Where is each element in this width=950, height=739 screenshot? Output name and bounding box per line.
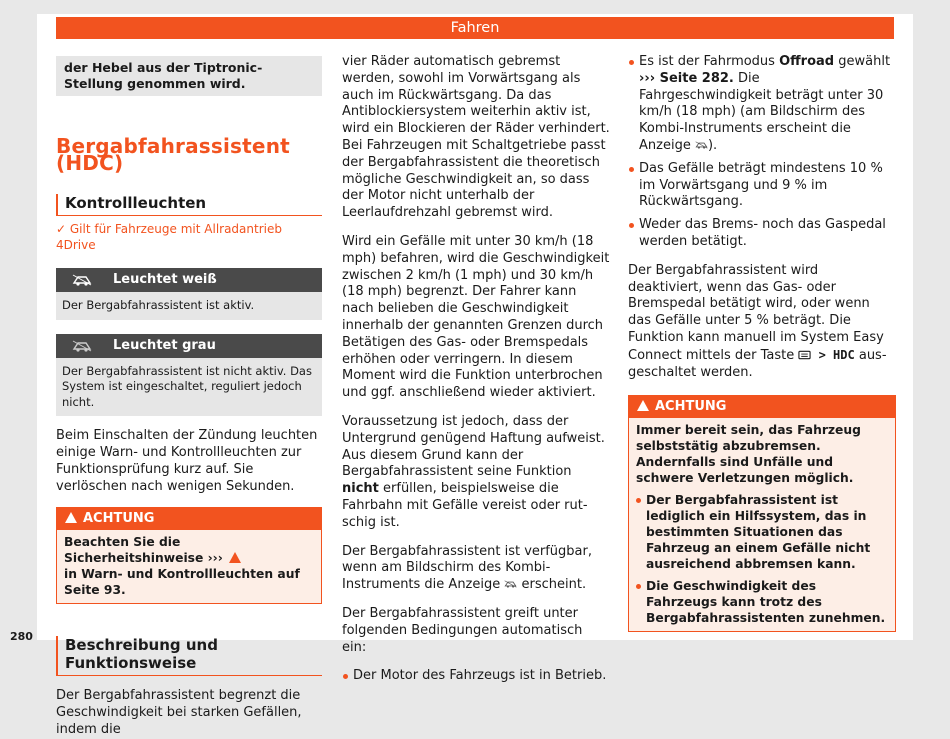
warning-paragraph: Immer bereit sein, das Fahrzeug selbststätig abzubremsen. Andernfalls sind Unfälle und schwere Verletzungen möglich. (636, 423, 861, 486)
applicability-note: ✓ Gilt für Fahrzeuge mit Allradantrieb 4Drive (56, 221, 282, 253)
warning-box (56, 507, 322, 604)
lamp-white-label: Leuchtet weiß (113, 272, 217, 288)
paragraph: Beim Einschalten der Zündung leuchten einige Warn- und Kontrollleuchten zur Funktionsprüfung kurz auf. Sie verlöschen nach wenigen Sekunden. (56, 428, 318, 494)
warning-title: ACHTUNG (655, 399, 727, 415)
text-span: Der Bergabfahrassistent ist verfügbar, wenn am Bildschirm des Kombi-Instruments die Anzeige (342, 543, 592, 593)
warning-list-item: Die Geschwindigkeit des Fahrzeugs kann trotz des Bergabfahrassistenten zunehmen. (636, 578, 888, 626)
bold-text: Offroad (779, 54, 835, 69)
lamp-gray-label: Leuchtet grau (113, 337, 216, 353)
warning-box (628, 395, 896, 632)
page-number: 280 (10, 630, 33, 643)
paragraph: vier Räder automatisch gebremst werden, sowohl im Vorwärtsgang als auch im Rückwärtsgang. Da das Antiblockiersystem weiterhin aktiv ist, wird ein Blockieren der Räder verhindert. Bei Fahrzeugen mit Schaltgetriebe passt der Bergabfahrassistent die theoretisch mögliche Geschwindigkeit an, so dass der Motor nicht unterhalb der Leerlaufdrehzahl gebremst wird. (342, 54, 610, 221)
lamp-gray-text: Der Bergabfahrassistent ist nicht aktiv. Das System ist eingeschaltet, reguliert jedoch nicht. (56, 358, 322, 417)
list-item: Der Motor des Fahrzeugs ist in Betrieb. (342, 668, 610, 685)
text-span: ausgeschaltet werden. (628, 347, 887, 380)
hdc-icon (72, 340, 92, 352)
lamp-gray-heading (56, 334, 322, 358)
warning-triangle-icon (637, 400, 649, 411)
previous-note-box: der Hebel aus der Tiptronic-Stellung genommen wird. (56, 56, 322, 96)
column-3 (628, 54, 896, 632)
text-span: ). (707, 137, 718, 153)
paragraph: Der Bergabfahrassistent greift unter folgenden Bedingungen automatisch ein: (342, 605, 583, 655)
warning-link[interactable]: in Warn- und Kontrollleuchten auf Seite 93. (64, 567, 300, 598)
hdc-icon (504, 579, 517, 589)
kontrollleuchten-heading: Kontrollleuchten (56, 194, 322, 216)
page-reference-link[interactable]: ››› Seite 282. (639, 70, 734, 86)
column-1 (56, 54, 322, 739)
list-item (628, 54, 896, 155)
text-span: Voraussetzung ist jedoch, dass der Untergrund genügend Haftung aufweist. Aus diesem Grund kann der Bergabfahrassistent seine Funktion (342, 413, 605, 480)
warning-heading (57, 508, 321, 530)
warning-triangle-icon (229, 552, 241, 563)
paragraph: Wird ein Gefälle mit unter 30 km/h (18 mph) befahren, wird die Geschwindigkeit zwischen 2 km/h (1 mph) und 30 km/h (18 mph) begrenzt. Der Fahrer kann nach belieben die Geschwindigkeit innerhalb der genannten Grenzen durch Betätigen des Gas- oder Bremspedals erhöhen oder verringern. In diesem Moment wird die Funktion unterbrochen und ggf. anschließend wieder aktiviert. (342, 233, 610, 401)
hdc-icon (72, 274, 92, 286)
manual-page (37, 14, 913, 737)
paragraph: Der Bergabfahrassistent begrenzt die Geschwindigkeit bei starken Gefällen, indem die (56, 688, 302, 737)
lamp-white-heading (56, 268, 322, 292)
chapter-header: Fahren (56, 17, 894, 39)
paragraph (342, 414, 610, 532)
text-span: gewählt (834, 54, 891, 69)
menu-key-label: > HDC (811, 347, 855, 362)
warning-text (57, 530, 321, 603)
description-heading: Beschreibung und Funktionsweise (56, 636, 322, 676)
lamp-white-text: Der Bergabfahrassistent ist aktiv. (56, 292, 322, 320)
text-span: erscheint. (517, 577, 587, 593)
column-2 (342, 54, 610, 685)
menu-key-icon (798, 350, 811, 360)
text-span: Die Fahrgeschwindigkeit beträgt unter 30 km/h (18 mph) (am Bildschirm des Kombi-Instruments erscheint die Anzeige (639, 70, 884, 153)
text-span: erfüllen, beispielsweise die Fahrbahn mit Gefälle vereist oder rutschig ist. (342, 481, 588, 530)
warning-text (629, 418, 895, 631)
paragraph (628, 263, 896, 382)
hdc-icon (695, 140, 708, 150)
paragraph (342, 544, 610, 594)
warning-list-item: Der Bergabfahrassistent ist lediglich ein Hilfssystem, das in bestimmten Situationen das Fahrzeug an einem Gefälle nicht ausreichend abbremsen kann. (636, 492, 888, 572)
text-span: Der Bergabfahrassistent wird deaktiviert, wenn das Gas- oder Bremspedal betätigt wird, oder wenn das Gefälle unter 5 % beträgt. Die Funktion kann manuell im System Easy Connect mittels der Taste (628, 262, 884, 363)
list-item: Das Gefälle beträgt mindestens 10 % im Vorwärtsgang und 9 % im Rückwärtsgang. (628, 161, 896, 211)
warning-heading (629, 396, 895, 418)
list-item: Weder das Brems- noch das Gaspedal werden betätigt. (628, 217, 896, 251)
section-title: Bergabfahrassistent (HDC) (56, 134, 290, 175)
warning-text-a: Beachten Sie die Sicherheitshinweise ››› (64, 535, 223, 566)
warning-triangle-icon (65, 512, 77, 523)
bold-text: nicht (342, 481, 379, 497)
text-span: Es ist der Fahrmodus (639, 54, 780, 69)
warning-title: ACHTUNG (83, 511, 155, 527)
